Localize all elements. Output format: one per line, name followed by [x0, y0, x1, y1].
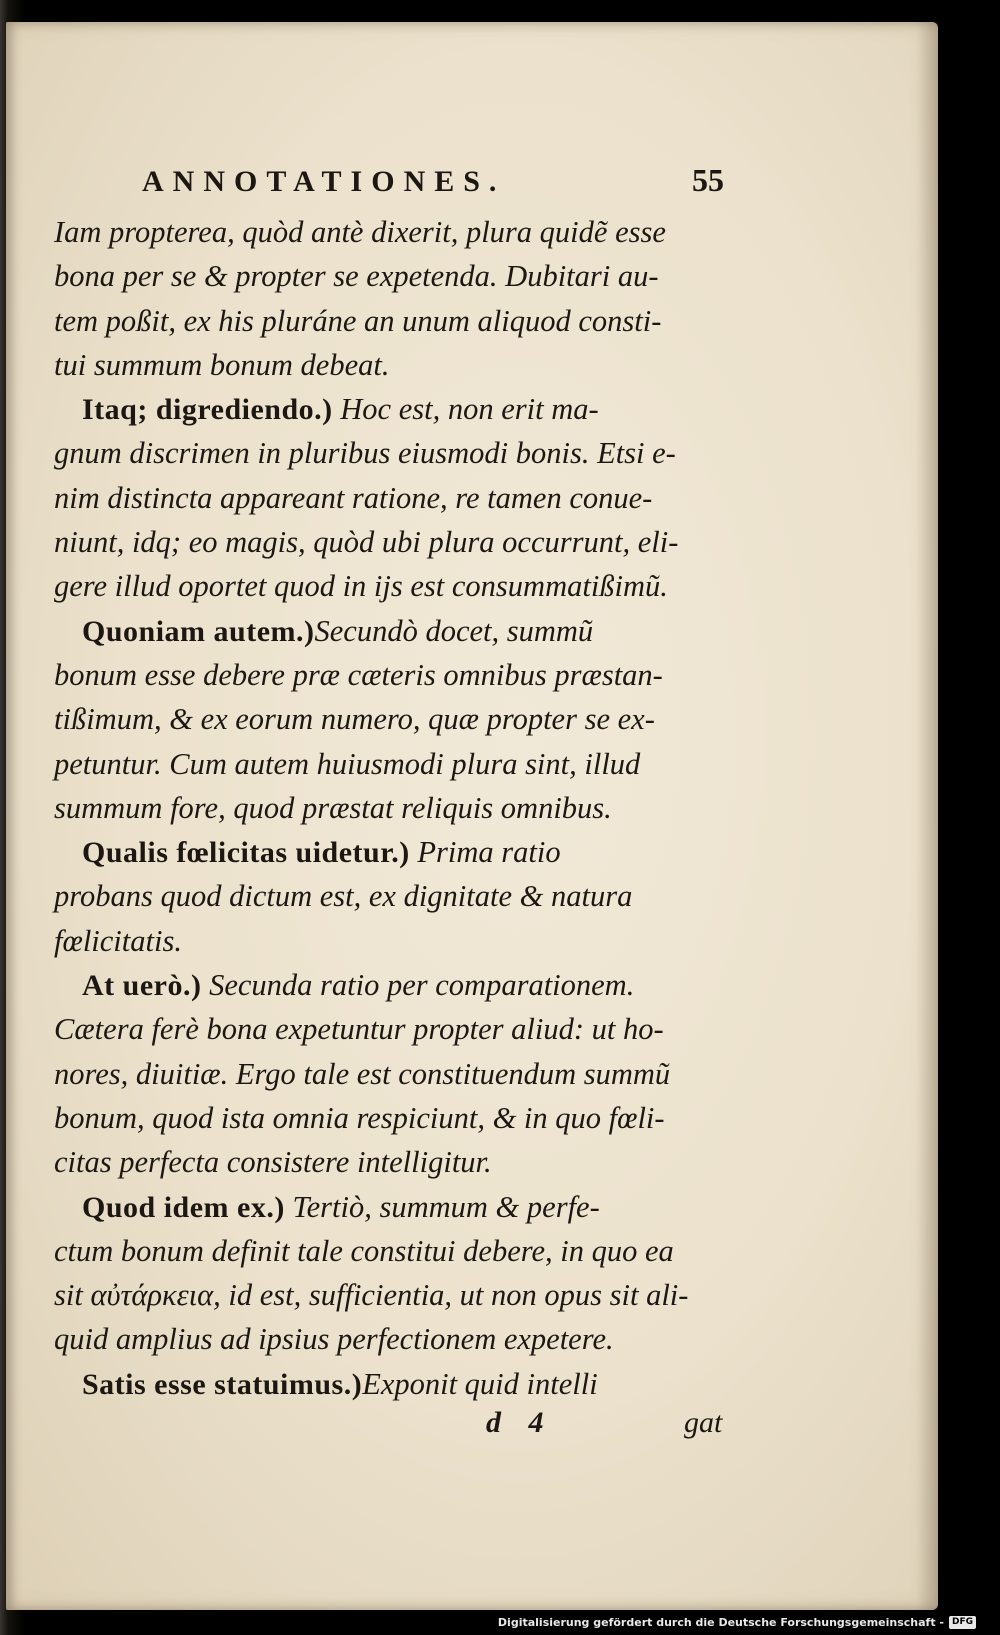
line-text: bonum esse debere præ cæteris omnibus præstan-: [54, 657, 663, 692]
line-text: quid amplius ad ipsius perfectionem expetere.: [54, 1322, 614, 1357]
lemma-heading: Itaq; digrediendo.): [82, 393, 333, 427]
line-text: Hoc est, non erit ma-: [332, 392, 599, 427]
text-line: [54, 476, 734, 520]
line-text: nim distincta appareant ratione, re tamen conue-: [54, 480, 653, 515]
line-text: gere illud oportet quod in ijs est consummatißimũ.: [54, 569, 668, 604]
text-line: [54, 742, 734, 786]
credit-text: Digitalisierung gefördert durch die Deutsche Forschungsgemeinschaft -: [497, 1616, 944, 1629]
running-title: ANNOTATIONES.: [142, 165, 506, 198]
line-text: fœlicitatis.: [54, 923, 182, 958]
line-text: bona per se & propter se expetenda. Dubitari au-: [54, 259, 659, 294]
text-line: [54, 874, 734, 918]
line-text: Prima ratio: [409, 835, 561, 870]
book-page: [6, 22, 938, 1610]
line-text: Tertiò, summum & perfe-: [284, 1189, 600, 1224]
text-line: [54, 609, 734, 653]
text-line: [54, 254, 734, 298]
text-line: [54, 786, 734, 830]
line-text: Cætera ferè bona expetuntur propter aliud: ut ho-: [54, 1012, 664, 1047]
line-text: bonum, quod ista omnia respiciunt, & in quo fœli-: [54, 1100, 665, 1135]
text-line: [54, 919, 734, 963]
text-line: [54, 387, 734, 431]
line-text: Secunda ratio per comparationem.: [201, 968, 635, 1003]
line-text: niunt, idq; eo magis, quòd ubi plura occurrunt, eli-: [54, 525, 679, 560]
lemma-heading: Quod idem ex.): [82, 1190, 285, 1224]
line-text: tißimum, & ex eorum numero, quæ propter se ex-: [54, 702, 655, 737]
text-line: [54, 697, 734, 741]
text-line: [54, 431, 734, 475]
text-line: [54, 830, 734, 874]
line-text: Exponit quid intelli: [362, 1366, 598, 1401]
text-line: [54, 1229, 734, 1273]
line-text: probans quod dictum est, ex dignitate & natura: [54, 879, 633, 914]
catchword: gat: [684, 1406, 723, 1440]
text-line: [54, 1052, 734, 1096]
lemma-heading: Quoniam autem.): [82, 614, 315, 648]
line-text: Iam propterea, quòd antè dixerit, plura quidẽ esse: [54, 215, 666, 249]
digitization-credit: [498, 1616, 976, 1629]
dfg-logo: DFG: [949, 1616, 976, 1629]
text-line: [54, 520, 734, 564]
line-text: tem poßit, ex his pluráne an unum aliquod consti-: [54, 303, 662, 338]
line-text: tui summum bonum debeat.: [54, 347, 390, 382]
text-line: [54, 1273, 734, 1317]
line-text: gnum discrimen in pluribus eiusmodi bonis. Etsi e-: [54, 436, 676, 471]
page-number: 55: [692, 162, 724, 198]
text-line: [54, 1317, 734, 1361]
line-text: Secundò docet, summũ: [314, 613, 594, 648]
text-line: [54, 963, 734, 1007]
line-text: sit αὐτάρκεια, id est, sufficientia, ut non opus sit ali-: [54, 1278, 689, 1313]
lemma-heading: Qualis fœlicitas uidetur.): [82, 836, 410, 870]
text-line: [54, 210, 734, 254]
line-text: nores, diuitiæ. Ergo tale est constituendum summũ: [54, 1056, 671, 1091]
text-line: [54, 1185, 734, 1229]
text-line: [54, 1362, 734, 1406]
text-block: [54, 162, 734, 1450]
text-line: [54, 653, 734, 697]
text-line: [54, 1096, 734, 1140]
text-line: [54, 343, 734, 387]
line-text: petuntur. Cum autem huiusmodi plura sint, illud: [54, 746, 641, 781]
page-foot: [54, 1406, 734, 1450]
lemma-heading: At uerò.): [82, 969, 202, 1003]
line-text: summum fore, quod præstat reliquis omnibus.: [54, 790, 612, 825]
line-text: citas perfecta consistere intelligitur.: [54, 1145, 492, 1180]
text-line: [54, 299, 734, 343]
line-text: ctum bonum definit tale constitui debere, in quo ea: [54, 1233, 674, 1268]
text-line: [54, 564, 734, 608]
signature-mark: d 4: [486, 1406, 554, 1440]
running-head: [54, 162, 734, 210]
text-lines: [54, 210, 734, 1406]
text-line: [54, 1140, 734, 1184]
lemma-heading: Satis esse statuimus.): [82, 1367, 363, 1401]
text-line: [54, 1007, 734, 1051]
